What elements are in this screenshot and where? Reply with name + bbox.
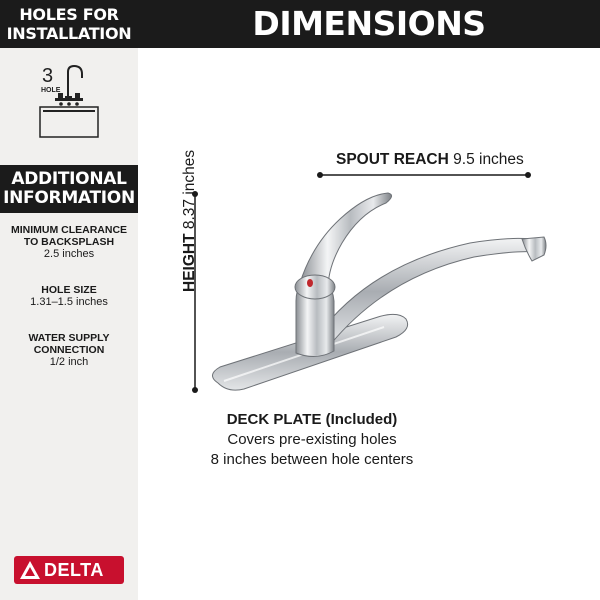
deck-plate-title: DECK PLATE (Included): [226, 411, 398, 428]
delta-logo-text: DELTA: [44, 560, 104, 580]
page-title: DIMENSIONS: [138, 0, 600, 48]
info-label: MINIMUM CLEARANCE: [10, 224, 128, 236]
holes-for-installation-header: [0, 0, 138, 48]
hole-word: HOLE: [41, 87, 61, 94]
deck-plate-line: 8 inches between hole centers: [210, 451, 414, 468]
height-title: HEIGHT: [181, 233, 198, 292]
spout-reach-title: SPOUT REACH: [336, 151, 449, 168]
info-label: WATER SUPPLY: [28, 332, 110, 344]
height-value: 8.37 inches: [181, 149, 198, 230]
info-value: 2.5 inches: [43, 248, 95, 260]
info-hole-size: [4, 284, 134, 309]
deck-plate-info: [180, 410, 444, 470]
delta-logo: [14, 556, 124, 584]
holes-header-line-2: INSTALLATION: [6, 24, 132, 43]
delta-triangle-icon: [16, 556, 44, 584]
info-value: 1.31–1.5 inches: [30, 296, 108, 308]
holes-header-line-1: HOLES FOR: [19, 5, 119, 24]
spout-reach-dimension-line: [316, 170, 532, 180]
info-water-supply: [4, 332, 134, 369]
spout-reach-label: [336, 151, 524, 169]
additional-header-line-2: INFORMATION: [3, 188, 135, 208]
deck-plate-line: Covers pre-existing holes: [227, 431, 397, 448]
additional-header-line-1: ADDITIONAL: [11, 169, 127, 189]
additional-information-header: [0, 165, 138, 213]
info-value: 1/2 inch: [49, 356, 89, 368]
faucet-image: [200, 185, 560, 395]
height-label: [181, 150, 199, 292]
hole-count: 3: [42, 65, 54, 87]
info-min-clearance: [4, 224, 134, 261]
info-label: TO BACKSPLASH: [23, 236, 115, 248]
info-label: HOLE SIZE: [41, 284, 97, 296]
three-hole-sink-diagram: [38, 62, 100, 140]
sidebar: [0, 0, 138, 600]
info-label: CONNECTION: [33, 344, 105, 356]
spout-reach-value: 9.5 inches: [453, 151, 524, 168]
